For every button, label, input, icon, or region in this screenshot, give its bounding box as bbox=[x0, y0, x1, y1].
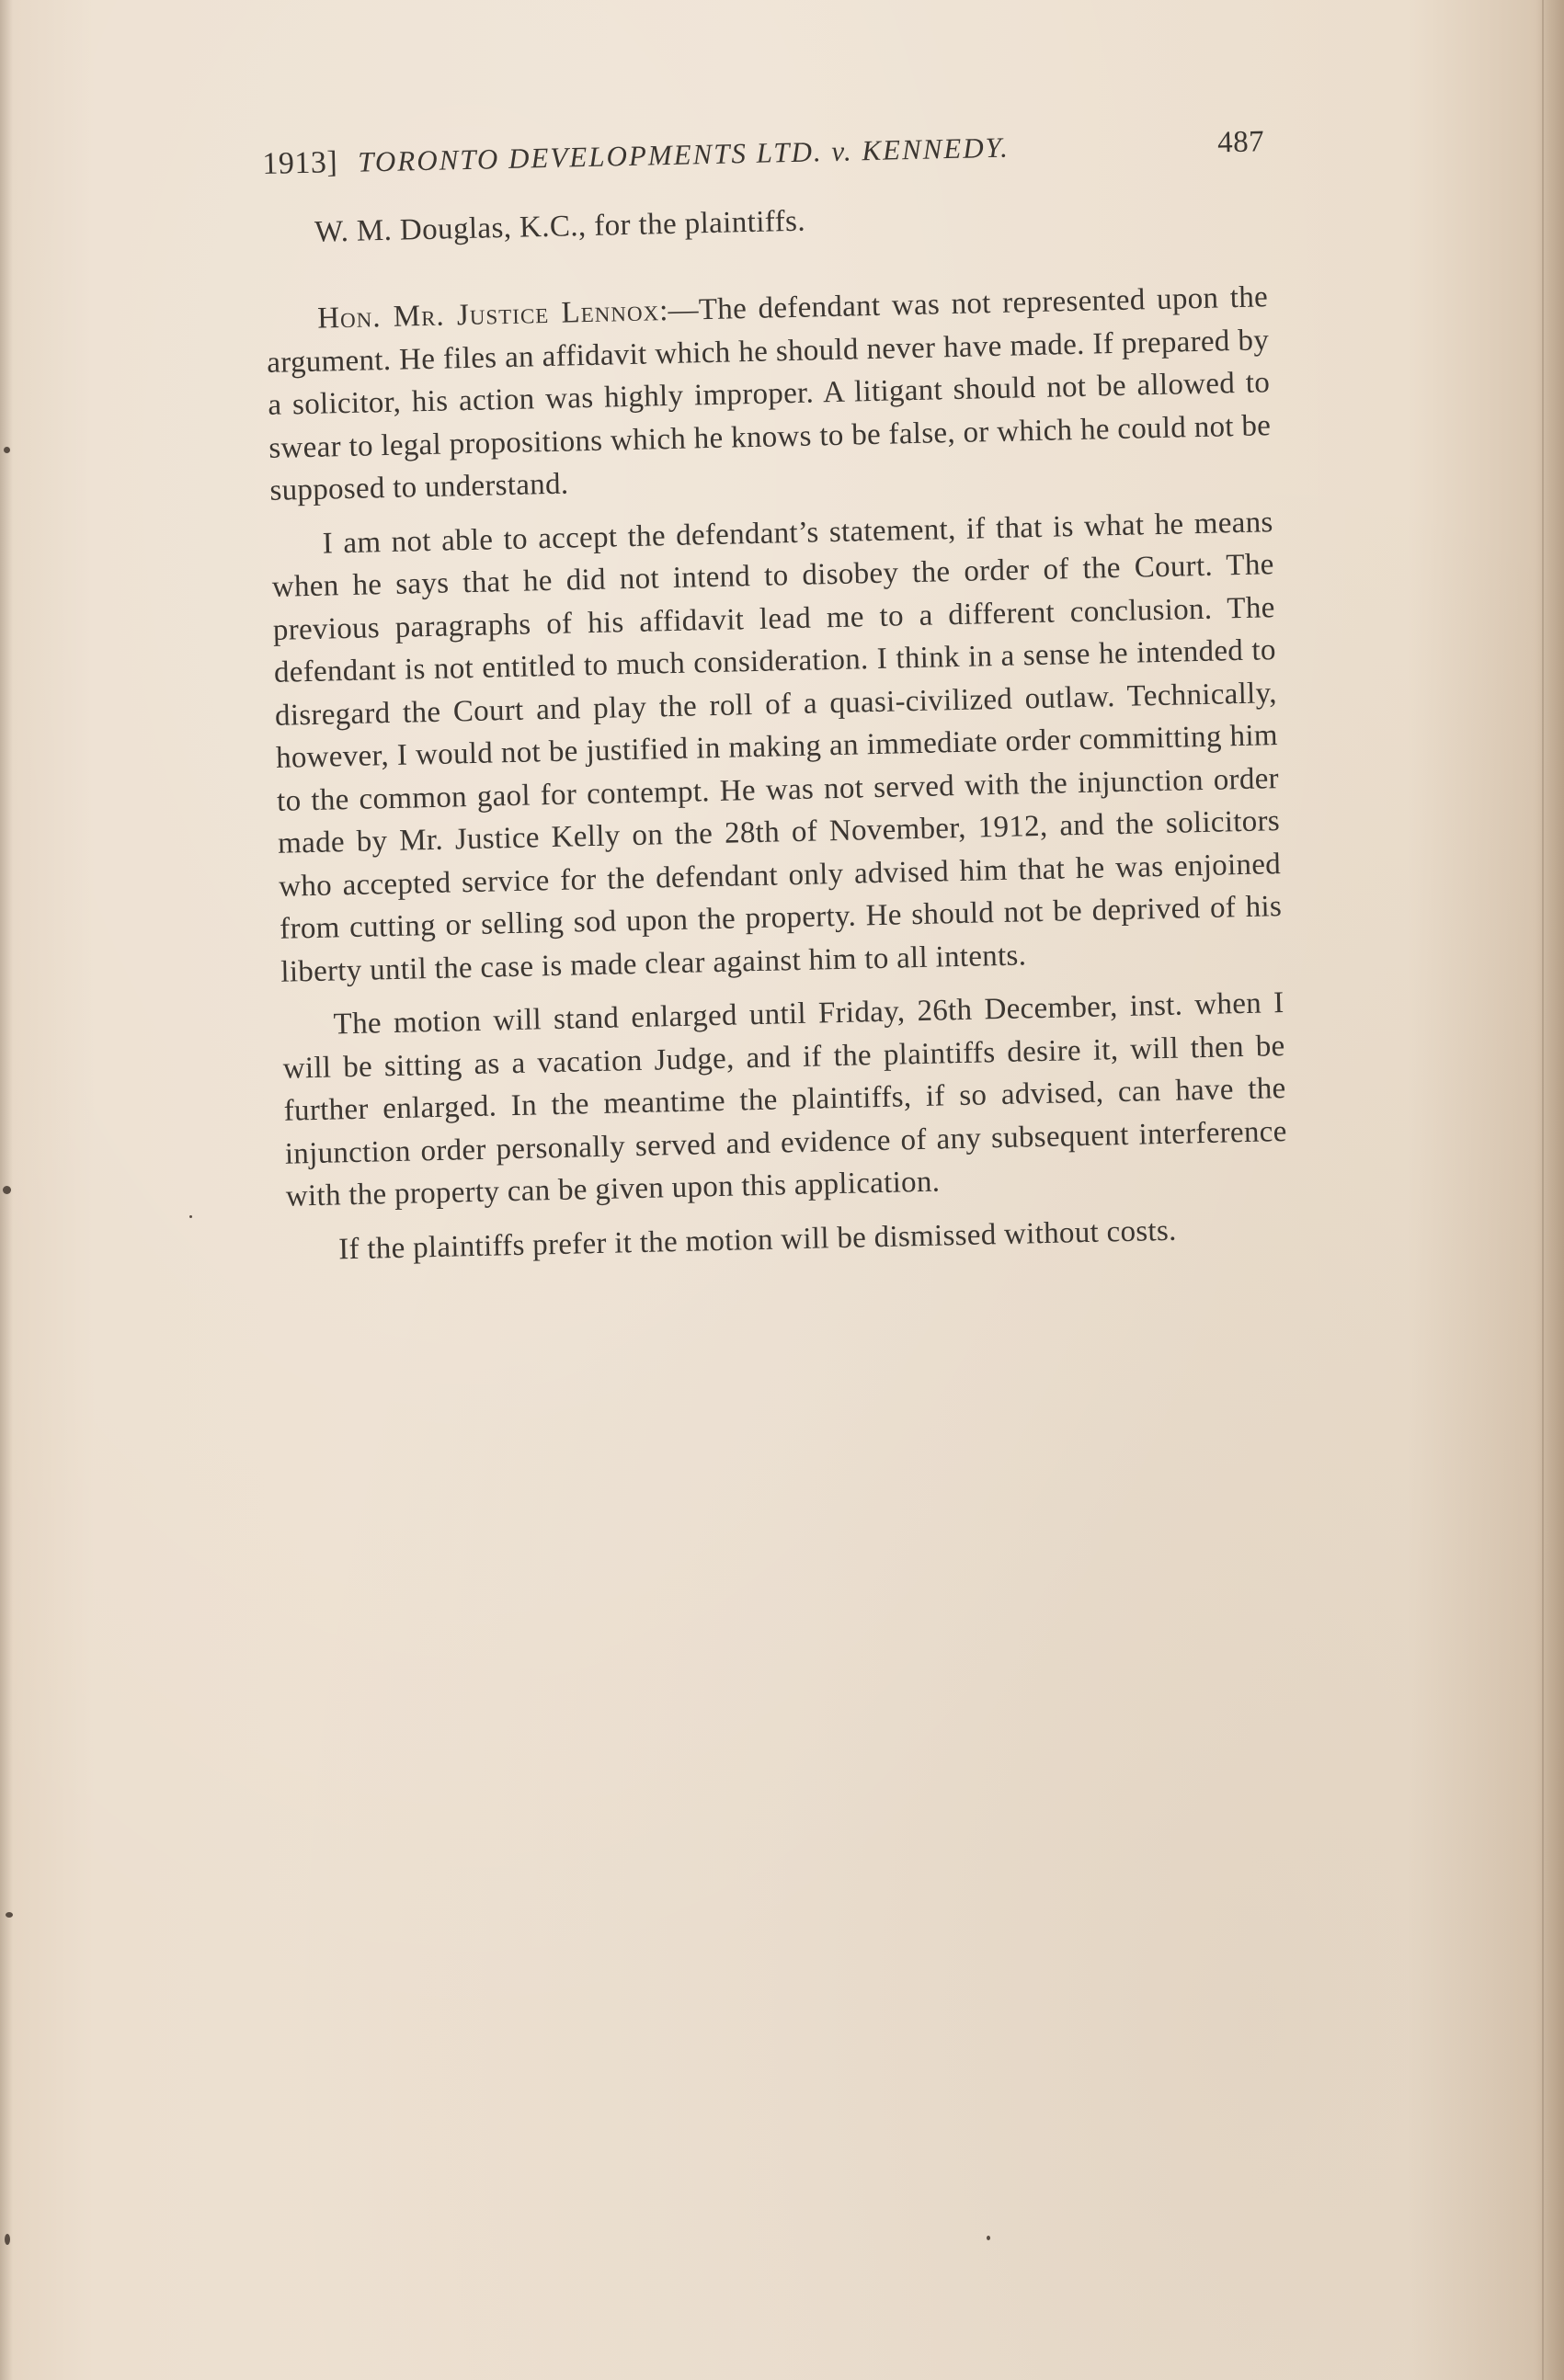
judgment-paragraph: If the plaintiffs prefer it the motion will be dismissed without costs. bbox=[337, 1213, 1177, 1266]
paper-speck bbox=[189, 1215, 192, 1218]
judge-name: Hon. Mr. Justice Lennox bbox=[316, 294, 660, 336]
running-head-year: 1913] bbox=[262, 145, 338, 181]
paper-speck bbox=[5, 2234, 10, 2245]
counsel-line: W. M. Douglas, K.C., for the plaintiffs. bbox=[314, 204, 806, 249]
judgment-paragraph: I am not able to accept the defendant’s statement, if that is what he means when he says that he did not intend to disobey the order of the Court. The previous paragraphs of his affidavit lead me to a different conclusion. The defendant is not entitled to much consideration. I think in a sense he intended to disregard the Court and play the roll of a quasi-civilized outlaw. Technically, however, I would not be justified in making an immediate order committing him to the common gaol for contempt. He was not served with the injunction order made by Mr. Justice Kelly on the 28th of November, 1912, and the solicitors who accepted service for the defendant only advised him that he was enjoined from cutting or selling sod upon the property. He should not be deprived of his liberty until the case is made clear against him to all intents. bbox=[271, 505, 1283, 989]
paper-speck bbox=[3, 1186, 11, 1194]
paragraph-text: :—The defendant was not represented upon the argument. He files an affidavit which he should never have made. If prepared by a solicitor, his action was highly improper. A litigant should not be allowed to swear to legal propositions which he knows to be false, or which he could not be supposed to understand. bbox=[266, 280, 1272, 507]
page-edge-line bbox=[1542, 0, 1544, 2380]
judgment-paragraph bbox=[266, 276, 1273, 512]
page-number: 487 bbox=[1216, 125, 1265, 160]
paper-speck bbox=[4, 447, 10, 453]
page-edge-shadow bbox=[1536, 0, 1564, 2380]
running-head-title: TORONTO DEVELOPMENTS LTD. v. KENNEDY. bbox=[357, 131, 1010, 178]
paper-speck bbox=[6, 1912, 13, 1918]
running-head bbox=[262, 124, 1265, 182]
judgment-paragraph: The motion will stand enlarged until Friday, 26th December, inst. when I will be sitting as a vacation Judge, and if the plaintiffs desire it, will then be further enlarged. In the meantime the plaintiffs, if so advised, can have the injunction order personally served and evidence of any subsequent interference with the property can be given upon this application. bbox=[282, 986, 1287, 1213]
text-block bbox=[262, 124, 1318, 1283]
paper-speck bbox=[987, 2236, 990, 2240]
